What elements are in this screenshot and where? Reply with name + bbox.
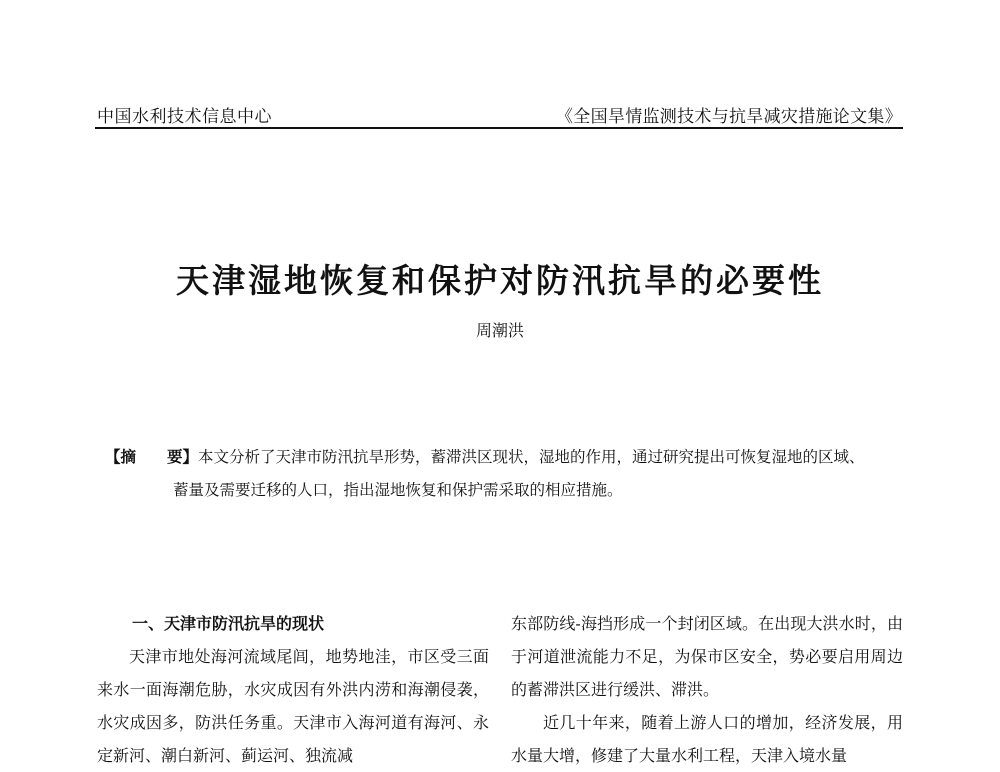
body-paragraph: 近几十年来，随着上游人口的增加，经济发展，用水量大增，修建了大量水利工程，天津入境水量 [511, 713, 903, 765]
abstract-text-1: 本文分析了天津市防汛抗旱形势，蓄滞洪区现状，湿地的作用，通过研究提出可恢复湿地的区域、 [198, 448, 865, 466]
left-column [97, 607, 489, 772]
abstract-line-1 [105, 441, 910, 474]
header-divider [95, 127, 903, 129]
running-header-right: 《全国旱情监测技术与抗旱减灾措施论文集》 [556, 107, 902, 127]
abstract-label: 【摘 要】 [105, 448, 199, 466]
section-heading-1: 一、天津市防汛抗旱的现状 [132, 614, 325, 633]
body-paragraph-continued: 东部防线-海挡形成一个封闭区域。在出现大洪水时，由于河道泄流能力不足，为保市区安全，势必要启用周边的蓄滞洪区进行缓洪、滞洪。 [511, 614, 903, 699]
running-header-left: 中国水利技术信息中心 [97, 107, 272, 127]
paper-title: 天津湿地恢复和保护对防汛抗旱的必要性 [176, 261, 824, 300]
body-paragraph: 天津市地处海河流域尾闾，地势地洼，市区受三面来水一面海潮危胁，水灾成因有外洪内涝和海潮侵袭，水灾成因多，防洪任务重。天津市入海河道有海河、永定新河、潮白新河、蓟运河、独流减 [97, 647, 489, 765]
author-name: 周潮洪 [475, 321, 524, 340]
right-column [511, 607, 903, 772]
abstract-text-2: 蓄量及需要迁移的人口，指出湿地恢复和保护需采取的相应措施。 [173, 481, 623, 499]
abstract [105, 441, 910, 507]
